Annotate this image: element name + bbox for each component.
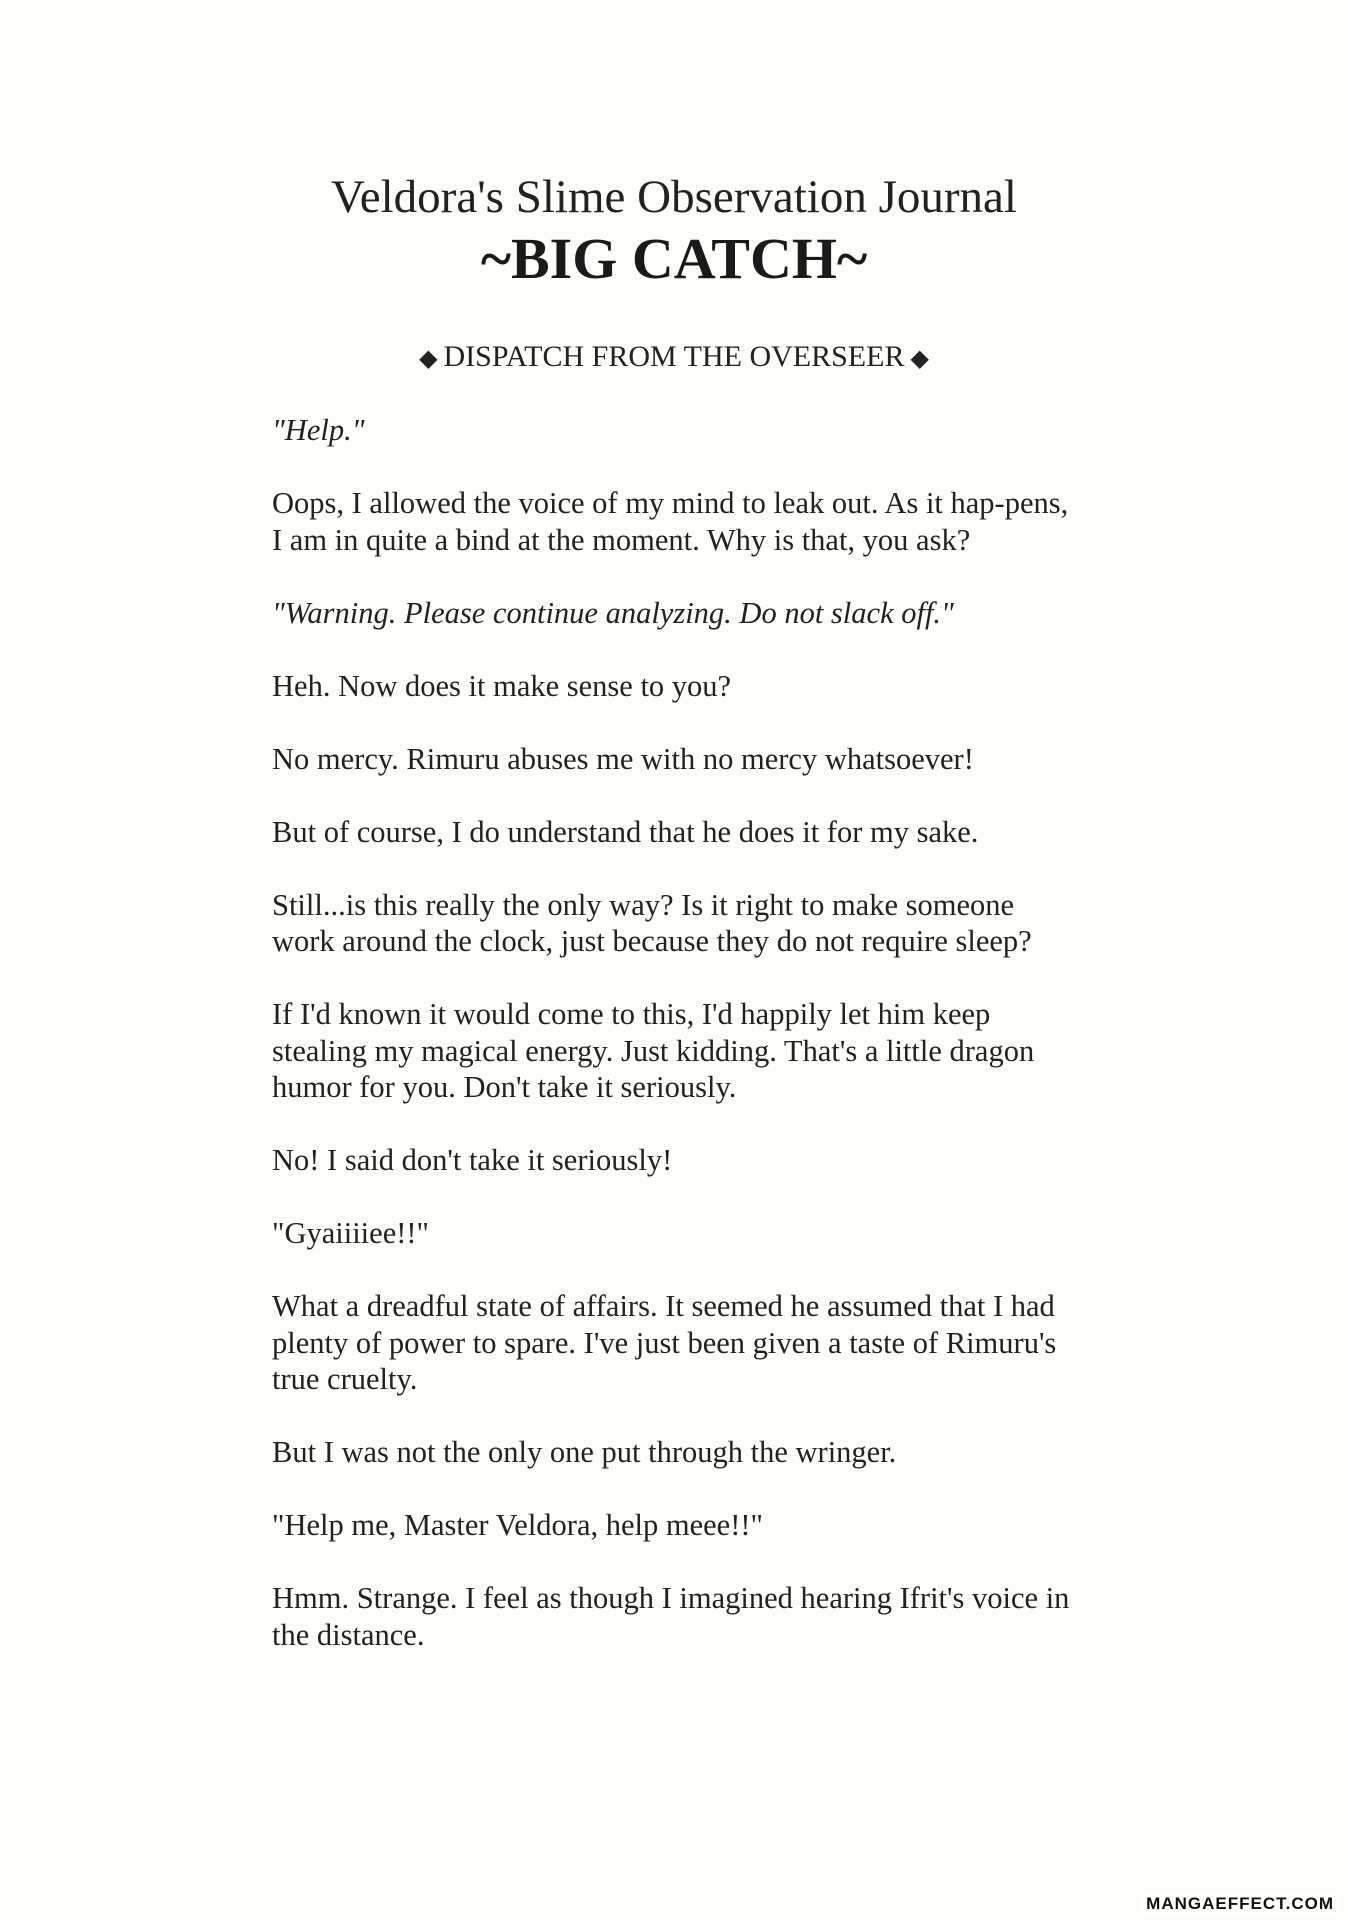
paragraph: Hmm. Strange. I feel as though I imagined hearing Ifrit's voice in the distance.	[272, 1581, 1070, 1652]
diamond-left-icon: ◆	[419, 346, 438, 372]
paragraph: Oops, I allowed the voice of my mind to leak out. As it hap-pens, I am in quite a bind at the moment. Why is that, you ask?	[272, 486, 1069, 557]
paragraph: "Warning. Please continue analyzing. Do not slack off."	[272, 595, 954, 630]
chapter-title: ~BIG CATCH~	[480, 226, 868, 291]
paragraph: No! I said don't take it seriously!	[272, 1143, 673, 1177]
paragraph: Heh. Now does it make sense to you?	[272, 668, 732, 703]
paragraph: "Help."	[272, 413, 365, 447]
paragraph: If I'd known it would come to this, I'd happily let him keep stealing my magical energy. Just kidding. That's a little dragon humor for you. Don't take it seriously.	[272, 997, 1035, 1104]
paragraph: But I was not the only one put through the wringer.	[272, 1435, 897, 1469]
section-heading-text: DISPATCH FROM THE OVERSEER	[443, 340, 905, 373]
section-heading	[0, 340, 1348, 374]
body-text	[272, 412, 1072, 1690]
paragraph: What a dreadful state of affairs. It seemed he assumed that I had plenty of power to spare. I've just been given a taste of Rimuru's true cruelty.	[272, 1289, 1057, 1396]
paragraph: No mercy. Rimuru abuses me with no mercy whatsoever!	[272, 741, 974, 776]
paragraph: Still...is this really the only way? Is it right to make someone work around the clock, just because they do not require sleep?	[272, 887, 1032, 958]
paragraph: "Gyaiiiiee!!"	[272, 1216, 429, 1250]
paragraph: "Help me, Master Veldora, help meee!!"	[272, 1508, 763, 1542]
site-watermark: MANGAEFFECT.COM	[1142, 1892, 1338, 1916]
diamond-right-icon: ◆	[910, 346, 929, 372]
journal-title: Veldora's Slime Observation Journal	[331, 171, 1017, 223]
paragraph: But of course, I do understand that he does it for my sake.	[272, 814, 979, 849]
